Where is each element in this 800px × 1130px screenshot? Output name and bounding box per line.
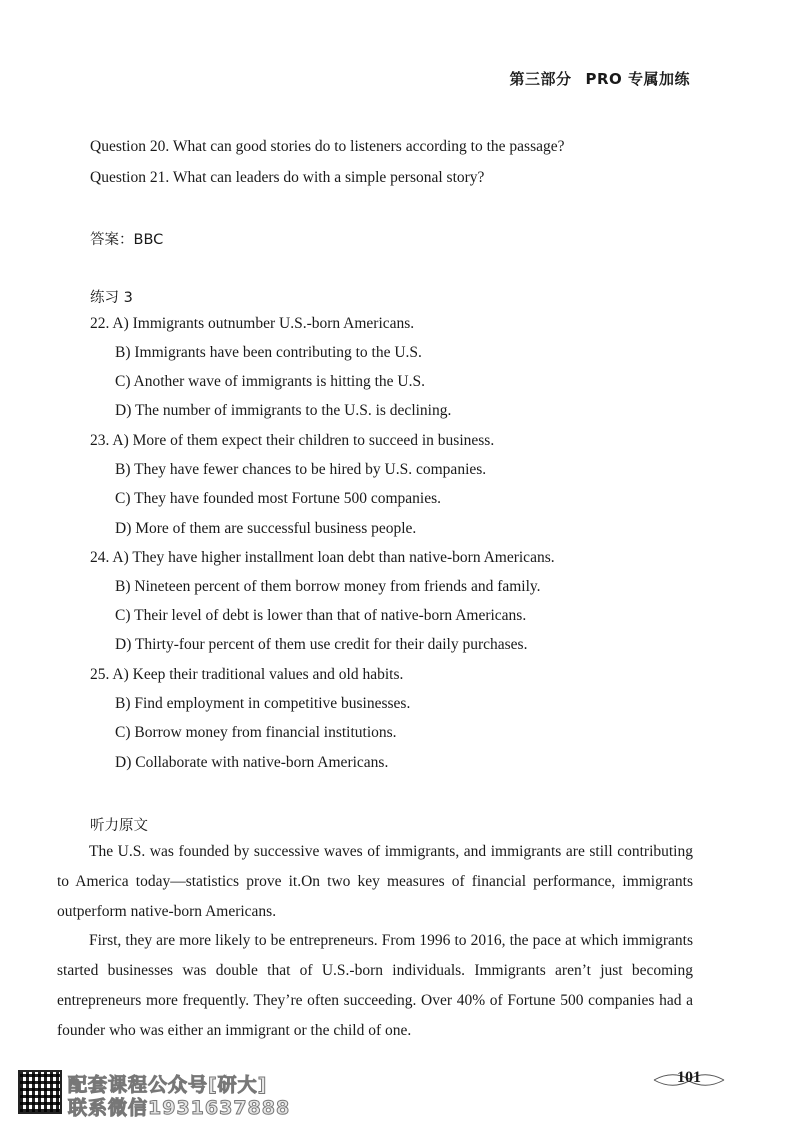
question-number: 22.: [90, 315, 110, 332]
option-c: C) Their level of debt is lower than that of native-born Americans.: [115, 607, 527, 624]
question-20: Question 20. What can good stories do to listeners according to the passage?: [90, 138, 565, 155]
transcript-paragraph-1: [57, 837, 693, 927]
section-title: PRO 专属加练: [585, 70, 690, 88]
option-a: A) Immigrants outnumber U.S.-born Americans.: [112, 315, 415, 332]
promo-line-1: 配套课程公众号[研大]: [68, 1074, 268, 1096]
paragraph-text: The U.S. was founded by successive waves of immigrants, and immigrants are still contributing to America today—statistics prove it.On two key measures of financial performance, immigrants outperform native-born Americans.: [57, 843, 693, 920]
option-d: D) Collaborate with native-born Americans.: [115, 754, 389, 771]
page-header: [509, 68, 690, 89]
question-22: [90, 315, 414, 333]
option-d: D) The number of immigrants to the U.S. is declining.: [115, 402, 452, 419]
option-c: C) Another wave of immigrants is hitting the U.S.: [115, 373, 425, 390]
option-b: B) Nineteen percent of them borrow money from friends and family.: [115, 578, 541, 595]
transcript-title: 听力原文: [90, 818, 148, 834]
option-d: D) More of them are successful business people.: [115, 520, 417, 537]
option-a: A) Keep their traditional values and old habits.: [112, 666, 404, 683]
question-23: [90, 432, 494, 450]
option-c: C) They have founded most Fortune 500 companies.: [115, 490, 442, 507]
page-number: 101: [677, 1069, 701, 1086]
paragraph-text: First, they are more likely to be entrepreneurs. From 1996 to 2016, the pace at which immigrants started businesses was double that of U.S.-born individuals. Immigrants aren’t just becoming entrepreneurs more frequently. They’re often succeeding. Over 40% of Fortune 500 companies had a founder who was either an immigrant or the child of one.: [57, 932, 693, 1039]
page-number-badge: [652, 1066, 726, 1092]
option-c: C) Borrow money from financial institutions.: [115, 724, 397, 741]
option-b: B) Find employment in competitive businesses.: [115, 695, 411, 712]
transcript-paragraph-2: [57, 926, 693, 1046]
question-number: 24.: [90, 549, 110, 566]
question-25: [90, 666, 403, 684]
section-label: 第三部分: [509, 70, 572, 88]
promo-line-2: 联系微信1931637888: [68, 1097, 291, 1119]
option-b: B) They have fewer chances to be hired by U.S. companies.: [115, 461, 487, 478]
question-number: 25.: [90, 666, 110, 683]
option-a: A) They have higher installment loan debt than native-born Americans.: [112, 549, 555, 566]
answer-line: 答案：BBC: [90, 232, 164, 248]
qr-code-icon: [18, 1070, 62, 1114]
question-number: 23.: [90, 432, 110, 449]
option-d: D) Thirty-four percent of them use credit for their daily purchases.: [115, 636, 528, 653]
question-21: Question 21. What can leaders do with a simple personal story?: [90, 169, 485, 186]
option-b: B) Immigrants have been contributing to the U.S.: [115, 344, 422, 361]
promo-watermark: [18, 1070, 318, 1119]
question-24: [90, 549, 555, 567]
option-a: A) More of them expect their children to succeed in business.: [112, 432, 495, 449]
exercise-title: 练习 3: [90, 290, 133, 306]
